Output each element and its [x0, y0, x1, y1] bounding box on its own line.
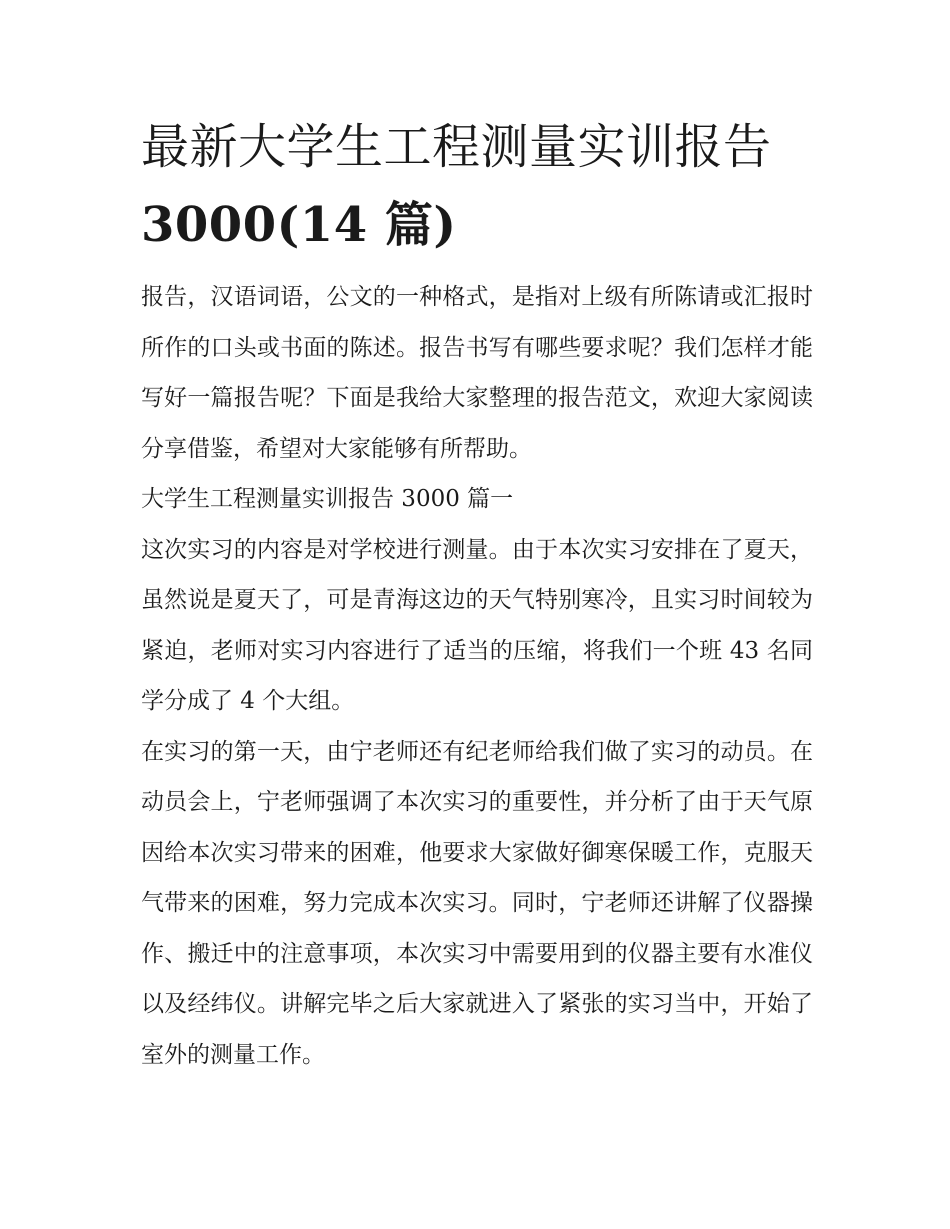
intro-paragraph: 报告，汉语词语，公文的一种格式，是指对上级有所陈请或汇报时所作的口头或书面的陈述。报告书写有哪些要求呢？我们怎样才能写好一篇报告呢？下面是我给大家整理的报告范文，欢迎大家阅读分享借鉴，希望对大家能够有所帮助。 [141, 284, 813, 462]
body-paragraph-2: 在实习的第一天，由宁老师还有纪老师给我们做了实习的动员。在动员会上，宁老师强调了本次实习的重要性，并分析了由于天气原因给本次实习带来的困难，他要求大家做好御寒保暖工作，克服天气带来的困难，努力完成本次实习。同时，宁老师还讲解了仪器操作、搬迁中的注意事项，本次实习中需要用到的仪器主要有水准仪以及经纬仪。讲解完毕之后大家就进入了紧张的实习当中，开始了室外的测量工作。 [141, 738, 813, 1068]
section-heading: 大学生工程测量实训报告 3000 篇一 [141, 486, 514, 512]
title-line-2: 3000(14 篇) [141, 197, 457, 253]
title-line-1: 最新大学生工程测量实训报告 [141, 119, 772, 175]
document-title [141, 108, 813, 264]
document-page [141, 108, 813, 1080]
body-paragraph-1: 这次实习的内容是对学校进行测量。由于本次实习安排在了夏天，虽然说是夏天了，可是青海这边的天气特别寒冷，且实习时间较为紧迫，老师对实习内容进行了适当的压缩，将我们一个班 43 名同学分成了 4 个大组。 [141, 536, 813, 714]
